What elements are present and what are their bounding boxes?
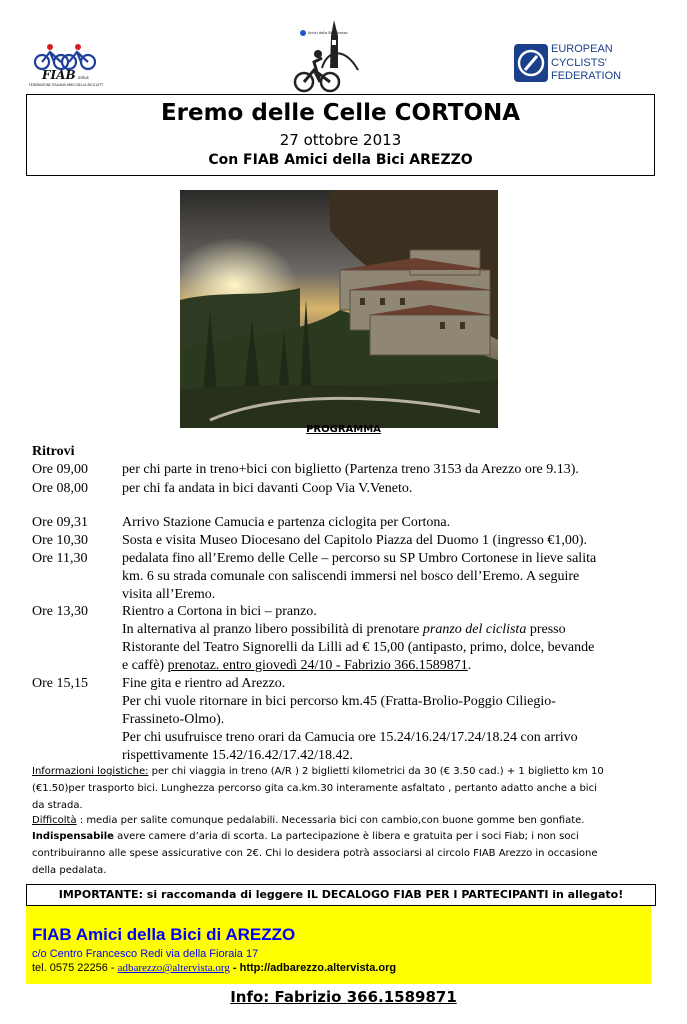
bottom-info: Info: Fabrizio 366.1589871 <box>230 988 457 1006</box>
difficolta-text: : media per salite comunque pedalabili. Necessaria bici con cambio,con buone gomme ben gonfiate. <box>76 815 585 826</box>
footer-address: c/o Centro Francesco Redi via della Fioraia 17 <box>32 948 259 960</box>
schedule-line-text: e caffè) <box>122 658 168 673</box>
eremo-photo <box>180 190 498 428</box>
schedule-time: Ore 10,30 <box>32 533 88 548</box>
title-box <box>26 94 655 176</box>
schedule-desc: per chi fa andata in bici davanti Coop Via V.Veneto. <box>122 481 413 496</box>
fiab-logo-text: FIAB <box>42 68 76 82</box>
schedule-line: rispettivamente 15.42/16.42/17.42/18.42. <box>122 748 353 763</box>
schedule-line: Per chi vuole ritornare in bici percorso km.45 (Fratta-Brolio-Poggio Ciliegio- <box>122 694 556 709</box>
prenotazione-note: prenotaz. entro giovedì 24/10 - Fabrizio 366.1589871 <box>167 658 468 673</box>
center-logo-text: Amici della Bici Arezzo <box>308 31 348 35</box>
organizer-line: Con FIAB Amici della Bici AREZZO <box>208 152 473 168</box>
info-difficolta <box>32 812 662 829</box>
page-title: Eremo delle Celle CORTONA <box>160 100 521 126</box>
schedule-desc: Arrivo Stazione Camucia e partenza ciclogita per Cortona. <box>122 515 451 530</box>
schedule-line-text: In alternativa al pranzo libero possibilità di prenotare <box>122 622 423 637</box>
footer-tel: tel. 0575 22256 - <box>32 962 118 974</box>
prenotazione-end: . <box>467 658 472 673</box>
info-indispensabile <box>32 828 662 879</box>
footer-web-link[interactable]: http://adbarezzo.altervista.org <box>239 962 397 974</box>
schedule-time: Ore 09,00 <box>32 462 88 477</box>
info-line: della pedalata. <box>32 865 107 876</box>
info-line <box>32 828 662 845</box>
pranzo-ciclista: pranzo del ciclista <box>422 622 527 637</box>
schedule-desc <box>122 550 662 604</box>
schedule-time: Ore 11,30 <box>32 551 88 566</box>
programma-heading: PROGRAMMA <box>306 424 381 435</box>
schedule-time: Ore 09,31 <box>32 515 88 530</box>
indispensabile-text: avere camere d’aria di scorta. La partecipazione è libera e gratuita per i soci Fiab; i non soci <box>113 831 579 842</box>
schedule-line: Ristorante del Teatro Signorelli da Lilli ad € 15,00 (antipasto, primo, dolce, bevande <box>122 640 595 655</box>
ecf-logo <box>513 40 653 88</box>
difficolta-label: Difficoltà <box>32 815 77 826</box>
ecf-line-3: FEDERATION <box>551 70 622 82</box>
logistiche-text: per chi viaggia in treno (A/R ) 2 biglietti kilometrici da 30 (€ 3.50 cad.) + 1 biglietto km 10 <box>148 766 604 777</box>
importante-notice: IMPORTANTE: si raccomanda di leggere IL DECALOGO FIAB PER I PARTECIPANTI in allegato! <box>26 884 656 906</box>
schedule-line <box>122 621 662 639</box>
schedule-desc <box>122 675 662 765</box>
footer-contact-box <box>26 906 651 984</box>
footer-contacts <box>32 962 396 974</box>
schedule-line: km. 6 su strada comunale con saliscendi immersi nel bosco dell’Eremo. A seguire <box>122 569 580 584</box>
footer-sep: - <box>229 962 240 974</box>
schedule-line: Fine gita e rientro ad Arezzo. <box>122 676 286 691</box>
ritrovi-heading: Ritrovi <box>32 444 75 459</box>
schedule-line <box>122 657 662 675</box>
schedule-line: Rientro a Cortona in bici – pranzo. <box>122 604 317 619</box>
schedule-time: Ore 13,30 <box>32 604 88 619</box>
info-line: da strada. <box>32 800 83 811</box>
indispensabile-label: Indispensabile <box>32 831 114 842</box>
fiab-logo <box>28 42 103 90</box>
schedule-time: Ore 08,00 <box>32 481 88 496</box>
pranzo-after: presso <box>526 622 566 637</box>
schedule-time: Ore 15,15 <box>32 676 88 691</box>
schedule-desc <box>122 603 662 675</box>
info-logistiche <box>32 763 662 814</box>
info-line: contribuiranno alle spese assicurative con 2€. Chi lo desidera potrà associarsi al circolo FIAB Arezzo in occasione <box>32 848 598 859</box>
event-date: 27 ottobre 2013 <box>279 131 402 149</box>
schedule-line: visita all’Eremo. <box>122 587 216 602</box>
fiab-logo-sub: onlus <box>78 75 89 80</box>
logistiche-label: Informazioni logistiche: <box>32 766 149 777</box>
schedule-desc: Sosta e visita Museo Diocesano del Capitolo Piazza del Duomo 1 (ingresso €1,00). <box>122 533 588 548</box>
schedule-desc: per chi parte in treno+bici con biglietto (Partenza treno 3153 da Arezzo ore 9.13). <box>122 462 579 477</box>
ecf-line-2: CYCLISTS' <box>551 56 607 69</box>
fiab-logo-caption: FEDERAZIONE ITALIANA AMICI DELLA BICICLETTA <box>29 83 103 87</box>
amici-della-bici-logo <box>292 18 362 94</box>
schedule-line: Per chi usufruisce treno orari da Camucia ore 15.24/16.24/17.24/18.24 con arrivo <box>122 730 578 745</box>
schedule-line: Frassineto-Olmo). <box>122 712 225 727</box>
footer-org-name: FIAB Amici della Bici di AREZZO <box>32 925 296 944</box>
ecf-line-1: EUROPEAN <box>551 43 613 55</box>
schedule-line: pedalata fino all’Eremo delle Celle – percorso su SP Umbro Cortonese in lieve salita <box>122 551 597 566</box>
info-line <box>32 763 662 780</box>
footer-email-link[interactable]: adbarezzo@altervista.org <box>117 962 230 974</box>
info-line: (€1.50)per trasporto bici. Lunghezza percorso gita ca.km.30 interamente asfaltato , pertanto adatto anche a bici <box>32 783 597 794</box>
